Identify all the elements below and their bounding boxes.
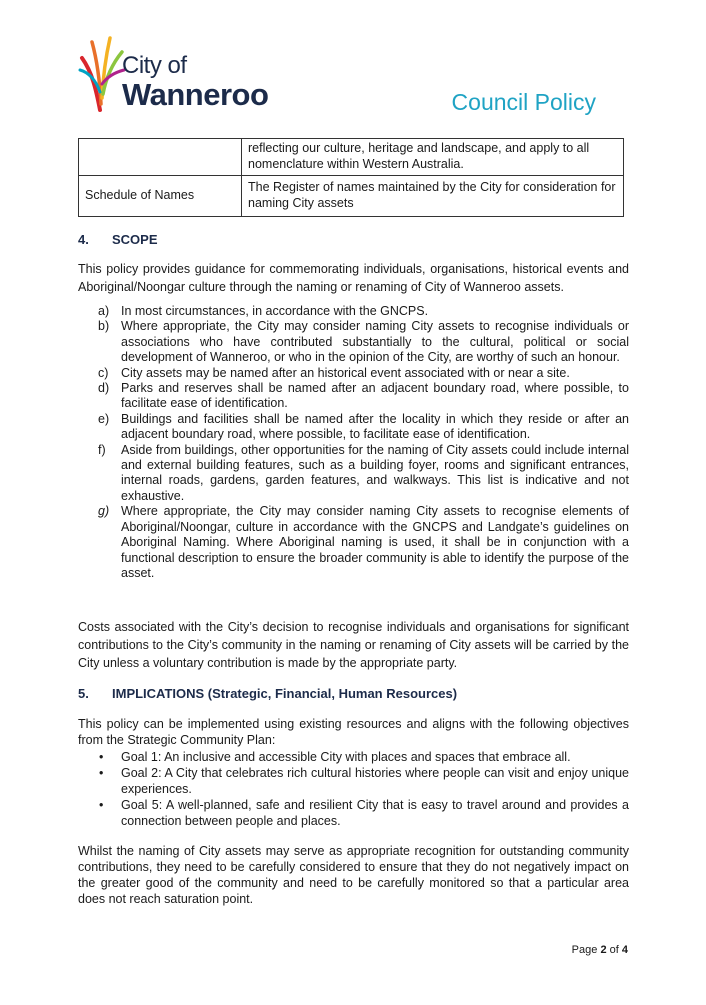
list-item-text: Buildings and facilities shall be named after the locality in which they reside or after an adjacent boundary road, where possible, to facilitate ease of identification. bbox=[121, 411, 629, 442]
list-item-text: Where appropriate, the City may consider naming City assets to recognise individuals or associations who have contributed substantially to the cultural, political or social development of Wanneroo, or who in the opinion of the City, are worthy of such an honour. bbox=[121, 319, 629, 365]
page-current: 2 bbox=[600, 944, 607, 956]
table-row bbox=[79, 176, 624, 217]
list-item bbox=[78, 443, 629, 505]
page-of: of bbox=[609, 944, 619, 956]
table-row bbox=[79, 139, 624, 176]
section-heading-implications bbox=[78, 686, 457, 701]
list-marker: g) bbox=[98, 504, 110, 519]
section-number: 4. bbox=[78, 232, 89, 247]
page-total: 4 bbox=[621, 944, 628, 956]
list-marker: e) bbox=[98, 411, 110, 426]
list-item-text: Parks and reserves shall be named after an adjacent boundary road, where possible, to facilitate ease of identification. bbox=[121, 381, 629, 411]
definition-text: reflecting our culture, heritage and landscape, and apply to all nomenclature within Western Australia. bbox=[242, 139, 624, 176]
list-item bbox=[78, 412, 629, 443]
list-item bbox=[78, 381, 629, 412]
list-marker: a) bbox=[98, 304, 110, 318]
logo-mark-icon bbox=[78, 34, 126, 114]
page-number bbox=[572, 944, 628, 956]
document-type-heading: Council Policy bbox=[451, 89, 596, 115]
list-item-text: Goal 5: A well-planned, safe and resilient City that is easy to travel around and provides a connection between people and places. bbox=[121, 798, 629, 828]
list-marker: b) bbox=[98, 319, 110, 334]
logo-text-city-of: City of bbox=[122, 52, 187, 79]
bullet-icon: • bbox=[99, 798, 104, 812]
list-item bbox=[78, 749, 629, 765]
list-marker: d) bbox=[98, 381, 110, 396]
bullet-icon: • bbox=[99, 766, 104, 780]
scope-list bbox=[78, 304, 629, 581]
strategic-goals-list bbox=[78, 749, 629, 829]
list-item-text: Goal 1: An inclusive and accessible City with places and spaces that embrace all. bbox=[121, 750, 571, 764]
list-item-text: Goal 2: A City that celebrates rich cultural histories where people can visit and enjoy unique experiences. bbox=[121, 766, 629, 796]
scope-costs-paragraph: Costs associated with the City’s decision to recognise individuals and organisations for significant contributions to the City’s community in the naming or renaming of City assets will be carried by the City unless a voluntary contribution is made by the appropriate party. bbox=[78, 620, 629, 670]
page-label: Page bbox=[571, 944, 598, 956]
list-item bbox=[78, 304, 629, 319]
list-item-text: Aside from buildings, other opportunities for the naming of City assets could include internal and external building features, such as a building foyer, rooms and significant entrances, internal roads, gardens, garden features, and walkways. This list is indicative and not exhaustive. bbox=[121, 442, 629, 503]
definition-term: Schedule of Names bbox=[79, 176, 242, 217]
list-item bbox=[78, 319, 629, 365]
city-of-wanneroo-logo bbox=[78, 34, 308, 114]
list-item bbox=[78, 366, 629, 381]
list-item bbox=[78, 797, 629, 829]
list-marker: f) bbox=[98, 442, 106, 457]
list-item-text: City assets may be named after an historical event associated with or near a site. bbox=[121, 365, 570, 380]
definition-text: The Register of names maintained by the City for consideration for naming City assets bbox=[242, 176, 624, 217]
list-item-text: Where appropriate, the City may consider naming City assets to recognise elements of Aboriginal/Noongar, culture in accordance with the GNCPS and Landgate’s guidelines on Aboriginal Naming. Where Aboriginal naming is used, it shall be in conjunction with a functional description to ensure the broader community is able to identify the purpose of the asset. bbox=[121, 504, 629, 580]
list-item bbox=[78, 504, 629, 581]
implications-closing-paragraph: Whilst the naming of City assets may serve as appropriate recognition for outstanding community contributions, they need to be carefully considered to ensure that they do not negatively impact on the greater good of the community and need to be carefully monitored so that a particular area does not reach saturation point. bbox=[78, 844, 629, 906]
definitions-table bbox=[78, 138, 624, 217]
section-title: IMPLICATIONS (Strategic, Financial, Human Resources) bbox=[112, 686, 458, 701]
list-item-text: In most circumstances, in accordance with the GNCPS. bbox=[121, 304, 429, 318]
list-marker: c) bbox=[98, 365, 109, 380]
implications-intro-paragraph: This policy can be implemented using existing resources and aligns with the following objectives from the Strategic Community Plan: bbox=[78, 717, 629, 747]
section-heading-scope bbox=[78, 232, 158, 247]
section-title: SCOPE bbox=[112, 232, 158, 247]
section-number: 5. bbox=[78, 686, 89, 701]
definition-term bbox=[79, 139, 242, 176]
list-item bbox=[78, 765, 629, 797]
logo-text-wanneroo: Wanneroo bbox=[122, 77, 269, 112]
scope-intro-paragraph: This policy provides guidance for commemorating individuals, organisations, historical events and Aboriginal/Noongar culture through the naming or renaming of City of Wanneroo assets. bbox=[78, 262, 629, 294]
bullet-icon: • bbox=[99, 750, 104, 764]
